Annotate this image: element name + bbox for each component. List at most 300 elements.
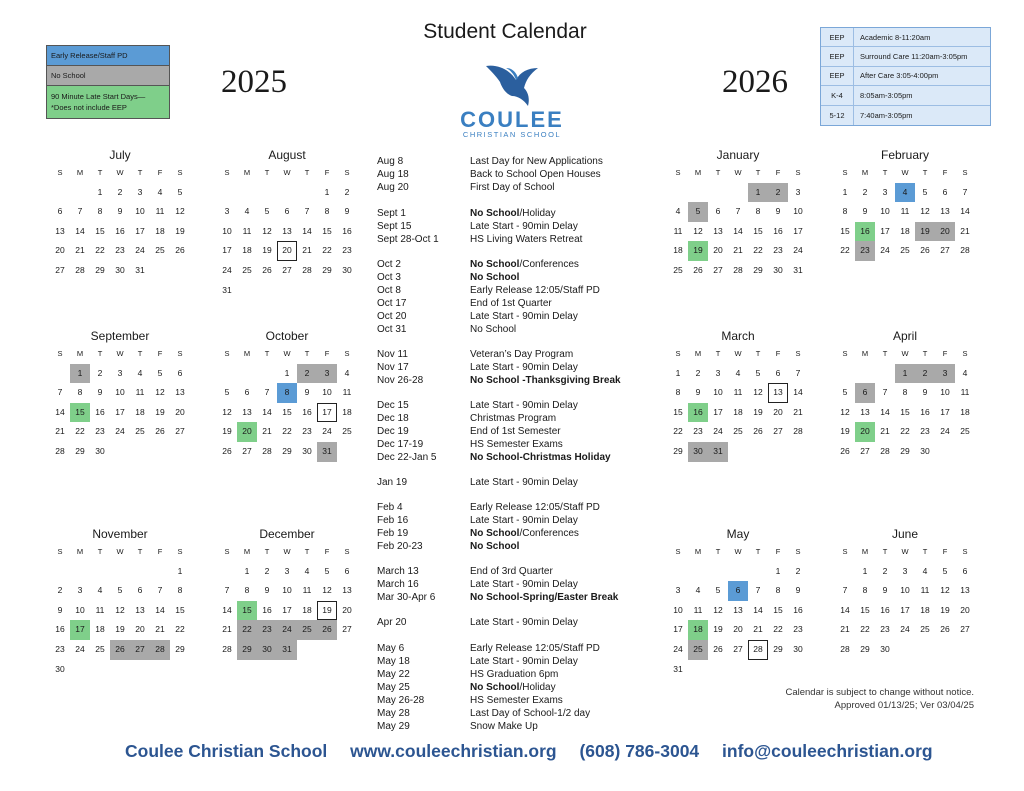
event-description xyxy=(470,168,601,181)
day-cell: 12 xyxy=(155,387,165,398)
empty-cell xyxy=(90,562,110,582)
weekday-header: S xyxy=(795,168,801,177)
day-cell: 14 xyxy=(302,225,312,236)
event-date: May 6 xyxy=(377,643,405,654)
day-cell: 25 xyxy=(900,245,910,256)
day-cell: 6 xyxy=(942,186,948,197)
weekday-header: M xyxy=(694,547,702,556)
event-row xyxy=(377,297,627,310)
day-cell: 30 xyxy=(880,643,890,654)
hours-desc: 7:40am-3:05pm xyxy=(860,110,913,120)
event-row xyxy=(377,155,627,168)
day-cell: 29 xyxy=(860,643,870,654)
event-row xyxy=(377,361,627,374)
day-cell: 24 xyxy=(793,245,803,256)
day-cell: 1 xyxy=(862,565,868,576)
day-cell: 5 xyxy=(715,585,721,596)
day-cell: 26 xyxy=(110,640,130,660)
day-cell: 30 xyxy=(920,445,930,456)
year-right: 2026 xyxy=(722,64,788,100)
event-date: Oct 31 xyxy=(377,324,407,335)
weekday-header: S xyxy=(344,547,350,556)
day-cell: 28 xyxy=(840,643,850,654)
day-cell: 19 xyxy=(222,426,232,437)
day-cell: 12 xyxy=(222,406,232,417)
weekday-header: W xyxy=(734,168,742,177)
empty-cell xyxy=(728,562,748,582)
day-cell: 7 xyxy=(962,186,968,197)
hours-row xyxy=(821,28,990,47)
day-cell: 30 xyxy=(55,663,65,674)
day-cell: 24 xyxy=(115,426,125,437)
empty-cell xyxy=(708,562,728,582)
day-cell: 23 xyxy=(55,643,65,654)
day-cell: 10 xyxy=(75,604,85,615)
empty-cell xyxy=(70,183,90,203)
day-cell: 2 xyxy=(297,364,317,384)
footer-website[interactable]: www.couleechristian.org xyxy=(350,741,557,761)
event-description xyxy=(470,451,611,464)
day-cell: 9 xyxy=(117,206,123,217)
month-grid xyxy=(835,344,975,462)
event-date: Nov 11 xyxy=(377,349,408,360)
weekday-header: S xyxy=(344,168,350,177)
day-cell: 23 xyxy=(920,426,930,437)
hours-table xyxy=(820,27,991,126)
weekday-header: F xyxy=(775,547,781,556)
day-cell: 21 xyxy=(222,624,232,635)
weekday-header: S xyxy=(224,168,230,177)
event-row xyxy=(377,438,627,451)
legend-late-line1: 90 Minute Late Start Days— xyxy=(51,92,146,101)
weekday-header: F xyxy=(157,168,163,177)
hours-desc: Academic 8-11:20am xyxy=(860,32,931,42)
weekday-header: W xyxy=(116,349,124,358)
weekday-header: F xyxy=(942,168,948,177)
day-cell: 22 xyxy=(75,426,85,437)
weekday-header: W xyxy=(901,168,909,177)
event-row xyxy=(377,668,627,681)
day-cell: 5 xyxy=(688,202,708,222)
day-cell: 31 xyxy=(277,640,297,660)
day-cell: 5 xyxy=(324,565,330,576)
day-cell: 15 xyxy=(673,406,683,417)
notice-line2: Approved 01/13/25; Ver 03/04/25 xyxy=(834,700,974,711)
weekday-header: S xyxy=(842,168,848,177)
day-cell: 2 xyxy=(695,367,701,378)
day-cell: 16 xyxy=(880,604,890,615)
event-date: Mar 30-Apr 6 xyxy=(377,592,436,603)
day-cell: 20 xyxy=(175,406,185,417)
day-cell: 2 xyxy=(915,364,935,384)
day-cell: 9 xyxy=(882,585,888,596)
event-text: Late Start - 90min Delay xyxy=(470,656,578,667)
day-cell: 16 xyxy=(55,624,65,635)
day-cell: 23 xyxy=(257,620,277,640)
day-cell: 22 xyxy=(282,426,292,437)
empty-cell xyxy=(130,562,150,582)
weekday-header: T xyxy=(755,349,761,358)
day-cell: 20 xyxy=(55,245,65,256)
event-date: March 13 xyxy=(377,566,419,577)
event-row xyxy=(377,207,627,220)
day-cell: 13 xyxy=(713,225,723,236)
day-cell: 17 xyxy=(317,403,337,423)
day-cell: 3 xyxy=(882,186,888,197)
day-cell: 8 xyxy=(775,585,781,596)
event-row xyxy=(377,233,627,246)
day-cell: 25 xyxy=(733,426,743,437)
day-cell: 8 xyxy=(244,585,250,596)
weekday-header: W xyxy=(116,547,124,556)
day-cell: 5 xyxy=(117,585,123,596)
day-cell: 15 xyxy=(900,406,910,417)
day-cell: 20 xyxy=(773,406,783,417)
event-text: /Conferences xyxy=(519,528,579,539)
day-cell: 12 xyxy=(115,604,125,615)
event-description xyxy=(470,616,578,629)
empty-cell xyxy=(110,562,130,582)
day-cell: 14 xyxy=(733,225,743,236)
weekday-header: W xyxy=(283,547,291,556)
event-bold: No School xyxy=(470,528,520,539)
month-december xyxy=(217,527,357,660)
day-cell: 8 xyxy=(862,585,868,596)
empty-cell xyxy=(150,562,170,582)
day-cell: 3 xyxy=(224,206,230,217)
weekday-header: T xyxy=(304,547,310,556)
empty-cell xyxy=(50,364,70,384)
event-text: No School xyxy=(470,324,517,335)
day-cell: 17 xyxy=(222,245,232,256)
day-cell: 20 xyxy=(277,241,297,261)
day-cell: 15 xyxy=(840,225,850,236)
empty-cell xyxy=(835,364,855,384)
weekday-header: T xyxy=(882,349,888,358)
day-cell: 26 xyxy=(317,620,337,640)
event-text: End of 3rd Quarter xyxy=(470,566,553,577)
day-cell: 10 xyxy=(793,206,803,217)
day-cell: 27 xyxy=(960,624,970,635)
day-cell: 17 xyxy=(793,225,803,236)
day-cell: 4 xyxy=(895,183,915,203)
event-description xyxy=(470,668,558,681)
day-cell: 28 xyxy=(150,640,170,660)
day-cell: 28 xyxy=(75,264,85,275)
month-grid xyxy=(668,344,808,462)
day-cell: 26 xyxy=(753,426,763,437)
day-cell: 20 xyxy=(342,604,352,615)
day-cell: 13 xyxy=(768,383,788,403)
event-description xyxy=(470,310,578,323)
day-cell: 19 xyxy=(753,406,763,417)
day-cell: 28 xyxy=(55,445,65,456)
day-cell: 26 xyxy=(262,264,272,275)
day-cell: 27 xyxy=(175,426,185,437)
day-cell: 1 xyxy=(842,186,848,197)
day-cell: 16 xyxy=(262,604,272,615)
weekday-header: S xyxy=(177,349,183,358)
month-name: July xyxy=(109,148,131,162)
event-text: HS Graduation 6pm xyxy=(470,669,559,680)
event-date: Feb 19 xyxy=(377,528,409,539)
day-cell: 23 xyxy=(693,426,703,437)
day-cell: 1 xyxy=(675,367,681,378)
weekday-header: M xyxy=(861,349,869,358)
day-cell: 6 xyxy=(962,565,968,576)
day-cell: 19 xyxy=(915,222,935,242)
day-cell: 21 xyxy=(880,426,890,437)
event-text: First Day of School xyxy=(470,182,555,193)
day-cell: 27 xyxy=(55,264,65,275)
day-cell: 19 xyxy=(115,624,125,635)
day-cell: 12 xyxy=(753,387,763,398)
day-cell: 10 xyxy=(713,387,723,398)
day-cell: 24 xyxy=(673,643,683,654)
weekday-header: T xyxy=(137,349,143,358)
event-date: Apr 20 xyxy=(377,617,407,628)
weekday-header: T xyxy=(922,547,928,556)
hours-code: 5-12 xyxy=(821,106,854,125)
day-cell: 3 xyxy=(795,186,801,197)
day-cell: 24 xyxy=(75,643,85,654)
event-date: May 26-28 xyxy=(377,695,425,706)
day-cell: 8 xyxy=(842,206,848,217)
event-description xyxy=(470,476,578,489)
day-cell: 12 xyxy=(262,225,272,236)
day-cell: 13 xyxy=(55,225,65,236)
weekday-header: M xyxy=(243,168,251,177)
day-cell: 10 xyxy=(222,225,232,236)
day-cell: 25 xyxy=(688,640,708,660)
event-row xyxy=(377,565,627,578)
day-cell: 4 xyxy=(97,585,103,596)
empty-cell xyxy=(668,562,688,582)
day-cell: 11 xyxy=(95,604,105,615)
weekday-header: F xyxy=(775,349,781,358)
day-cell: 10 xyxy=(322,387,332,398)
month-january xyxy=(668,148,808,281)
event-row xyxy=(377,540,627,553)
event-description xyxy=(470,258,579,271)
month-august xyxy=(217,148,357,300)
event-date: Dec 17-19 xyxy=(377,439,424,450)
weekday-header: T xyxy=(137,547,143,556)
event-row xyxy=(377,501,627,514)
weekday-header: T xyxy=(137,168,143,177)
event-row xyxy=(377,591,627,604)
day-cell: 2 xyxy=(57,585,63,596)
day-cell: 1 xyxy=(97,186,103,197)
month-grid xyxy=(50,163,190,281)
day-cell: 28 xyxy=(748,640,768,660)
event-date: Feb 4 xyxy=(377,502,403,513)
event-description xyxy=(470,527,579,540)
empty-cell xyxy=(875,364,895,384)
weekday-header: S xyxy=(795,349,801,358)
day-cell: 29 xyxy=(673,445,683,456)
logo-name: COULEE xyxy=(460,107,564,132)
event-description xyxy=(470,412,556,425)
day-cell: 16 xyxy=(115,225,125,236)
day-cell: 3 xyxy=(675,585,681,596)
day-cell: 21 xyxy=(840,624,850,635)
weekday-header: F xyxy=(942,547,948,556)
day-cell: 17 xyxy=(282,604,292,615)
day-cell: 25 xyxy=(920,624,930,635)
day-cell: 5 xyxy=(224,387,230,398)
day-cell: 18 xyxy=(95,624,105,635)
weekday-header: M xyxy=(861,547,869,556)
day-cell: 1 xyxy=(775,565,781,576)
weekday-header: F xyxy=(324,168,330,177)
weekday-header: T xyxy=(97,349,103,358)
month-name: April xyxy=(892,329,917,343)
day-cell: 18 xyxy=(688,620,708,640)
empty-cell xyxy=(50,183,70,203)
day-cell: 16 xyxy=(920,406,930,417)
event-date: Aug 18 xyxy=(377,169,409,180)
day-cell: 10 xyxy=(135,206,145,217)
day-cell: 10 xyxy=(900,585,910,596)
day-cell: 29 xyxy=(237,640,257,660)
day-cell: 28 xyxy=(222,643,232,654)
empty-cell xyxy=(257,364,277,384)
weekday-header: T xyxy=(264,168,270,177)
day-cell: 23 xyxy=(855,241,875,261)
day-cell: 12 xyxy=(693,225,703,236)
day-cell: 20 xyxy=(713,245,723,256)
day-cell: 10 xyxy=(880,206,890,217)
day-cell: 2 xyxy=(862,186,868,197)
day-cell: 21 xyxy=(302,245,312,256)
day-cell: 14 xyxy=(55,406,65,417)
day-cell: 24 xyxy=(900,624,910,635)
day-cell: 9 xyxy=(57,604,63,615)
weekday-header: S xyxy=(962,349,968,358)
day-cell: 8 xyxy=(177,585,183,596)
day-cell: 30 xyxy=(95,445,105,456)
weekday-header: S xyxy=(675,168,681,177)
empty-cell xyxy=(728,183,748,203)
event-description xyxy=(470,297,552,310)
day-cell: 26 xyxy=(155,426,165,437)
day-cell: 20 xyxy=(733,624,743,635)
event-row xyxy=(377,616,627,629)
day-cell: 18 xyxy=(342,406,352,417)
event-description xyxy=(470,501,600,514)
month-november xyxy=(50,527,190,679)
event-description xyxy=(470,361,578,374)
event-description xyxy=(470,323,516,336)
event-description xyxy=(470,681,556,694)
day-cell: 16 xyxy=(793,604,803,615)
event-description xyxy=(470,220,578,233)
day-cell: 27 xyxy=(940,245,950,256)
page-title: Student Calendar xyxy=(423,20,587,43)
weekday-header: S xyxy=(57,168,63,177)
day-cell: 23 xyxy=(115,245,125,256)
event-date: Sept 15 xyxy=(377,221,412,232)
hours-desc: 8:05am-3:05pm xyxy=(860,90,913,100)
event-text: Last Day of School-1/2 day xyxy=(470,708,591,719)
event-row xyxy=(377,374,627,387)
event-row xyxy=(377,694,627,707)
weekday-header: S xyxy=(57,547,63,556)
day-cell: 24 xyxy=(713,426,723,437)
day-cell: 8 xyxy=(902,387,908,398)
day-cell: 13 xyxy=(282,225,292,236)
month-grid xyxy=(835,542,975,660)
hours-code: K-4 xyxy=(821,86,854,104)
day-cell: 3 xyxy=(317,364,337,384)
day-cell: 11 xyxy=(135,387,145,398)
day-cell: 9 xyxy=(795,585,801,596)
hours-code: EEP xyxy=(821,28,854,46)
day-cell: 22 xyxy=(175,624,185,635)
event-description xyxy=(470,271,519,284)
day-cell: 20 xyxy=(237,422,257,442)
day-cell: 26 xyxy=(693,264,703,275)
day-cell: 7 xyxy=(57,387,63,398)
month-name: December xyxy=(259,527,315,541)
event-description xyxy=(470,207,556,220)
day-cell: 21 xyxy=(733,245,743,256)
day-cell: 19 xyxy=(155,406,165,417)
day-cell: 9 xyxy=(775,206,781,217)
day-cell: 30 xyxy=(688,442,708,462)
event-bold: No School-Spring/Easter Break xyxy=(470,592,619,603)
day-cell: 19 xyxy=(713,624,723,635)
day-cell: 18 xyxy=(135,406,145,417)
month-grid xyxy=(50,344,190,462)
weekday-header: T xyxy=(715,547,721,556)
event-row xyxy=(377,168,627,181)
day-cell: 13 xyxy=(733,604,743,615)
day-cell: 17 xyxy=(900,604,910,615)
event-description xyxy=(470,284,600,297)
empty-cell xyxy=(688,183,708,203)
day-cell: 9 xyxy=(695,387,701,398)
legend xyxy=(46,45,170,119)
day-cell: 5 xyxy=(755,367,761,378)
day-cell: 18 xyxy=(960,406,970,417)
day-cell: 6 xyxy=(244,387,250,398)
day-cell: 22 xyxy=(900,426,910,437)
event-date: May 18 xyxy=(377,656,410,667)
event-date: Nov 17 xyxy=(377,362,409,373)
day-cell: 25 xyxy=(242,264,252,275)
day-cell: 9 xyxy=(304,387,310,398)
event-date: Nov 26-28 xyxy=(377,375,424,386)
weekday-header: S xyxy=(177,547,183,556)
day-cell: 9 xyxy=(97,387,103,398)
event-bold: No School xyxy=(470,272,520,283)
empty-cell xyxy=(217,183,237,203)
day-cell: 3 xyxy=(284,565,290,576)
day-cell: 4 xyxy=(922,565,928,576)
day-cell: 10 xyxy=(282,585,292,596)
day-cell: 14 xyxy=(262,406,272,417)
event-description xyxy=(470,348,573,361)
day-cell: 5 xyxy=(177,186,183,197)
eagle-icon xyxy=(484,62,540,108)
footer-email[interactable]: info@couleechristian.org xyxy=(722,741,933,761)
day-cell: 20 xyxy=(135,624,145,635)
event-row xyxy=(377,476,627,489)
day-cell: 6 xyxy=(177,367,183,378)
day-cell: 30 xyxy=(302,445,312,456)
